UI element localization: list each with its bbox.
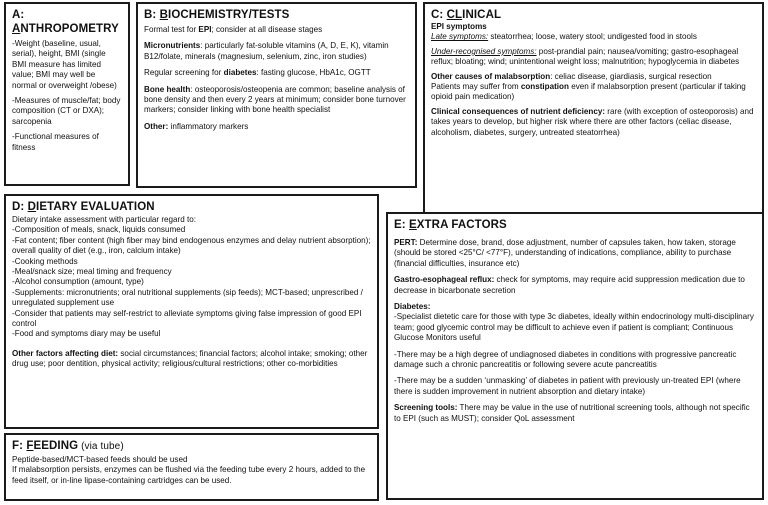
undiagnosed-diabetes-text: -There may be a high degree of undiagnosed diabetes in conditions with progressive pancreatic damage such a chronic pancreatitis or following severe acute pancreatitis [394, 349, 737, 370]
dietary-intro-text: Dietary intake assessment with particular regard to: [12, 215, 196, 224]
bone-health-text: Bone health: osteoporosis/osteopenia are common; baseline analysis of bone density and then every 2 years at minimum; consider bone turnover markers; consider linking with bone health specialist [144, 84, 406, 115]
extra-factors-box [386, 212, 764, 500]
feeding-title: F: FEEDING (via tube) [12, 440, 124, 452]
feeding-feeds-text: Peptide-based/MCT-based feeds should be used [12, 455, 188, 464]
dietary-item: -Consider that patients may self-restrict to alleviate symptoms giving false impression of good EPI control [12, 308, 362, 329]
dietary-item: -Composition of meals, snack, liquids consumed [12, 225, 186, 235]
under-recognised-symptoms-text: Under-recognised symptoms: post-prandial pain; nausea/vomiting; gastro-esophageal reflux; bloating; wind; unintentional weight loss; malnutrition; hypoglycemia in diabetes [431, 46, 740, 67]
anthropometry-weight-text: -Weight (baseline, usual, serial), height, BMI (single BMI measure has limited value; BMI may well be normal or overweight /obese) [12, 39, 117, 90]
micronutrients-text: Micronutrients: particularly fat-soluble vitamins (A, D, E, K), vitamin B12/folate, minerals (magnesium, selenium, zinc, iron studies) [144, 41, 389, 61]
unmasking-diabetes-text: -There may be a sudden ‘unmasking’ of diabetes in patient with previously un-treated EPI (where there is sudden improvement in nutrient absorption and dietary intake) [394, 376, 741, 396]
diabetes-screening-text: Regular screening for diabetes: fasting glucose, HbA1c, OGTT [144, 68, 371, 78]
diabetes-care-text: -Specialist dietetic care for those with type 3c diabetes, ideally within endocrinology multi-disciplinary team; good glycemic control may be difficult to achieve even if patient is compliant; Continuous Glucose Monitors useful [394, 312, 754, 343]
pert-text: PERT: Determine dose, brand, dose adjustment, number of capsules taken, how taken, storage (should be stored <25°C/ <77°F), understanding of indications, compliance, ability to purchase (financial difficulties, insurance etc) [394, 238, 736, 268]
other-diet-factors-text: Other factors affecting diet: social circumstances; financial factors; alcohol intake; smoking; other drug use; poor dentition, physical activity; religious/cultural restrictions; other co-morbidities [12, 348, 368, 369]
constipation-text: Patients may suffer from constipation even if malabsorption present (particular if taking opioid pain medication) [431, 82, 746, 102]
feeding-box [4, 433, 379, 501]
other-causes-text: Other causes of malabsorption: celiac disease, giardiasis, surgical resection [431, 71, 712, 81]
clinical-consequences-text: Clinical consequences of nutrient deficiency: rare (with exception of osteoporosis) and takes years to develop, but higher risk where there are other factors (celiac disease, alcoholism, diabetes, surgery, untreated steatorrhea) [431, 106, 754, 137]
clinical-box [423, 2, 764, 216]
dietary-evaluation-box [4, 194, 379, 429]
dietary-item: -Meal/snack size; meal timing and frequency [12, 267, 172, 277]
anthropometry-fitness-text: -Functional measures of fitness [12, 132, 99, 152]
dietary-evaluation-title: D: DIETARY EVALUATION [12, 201, 155, 213]
dietary-item: -Alcohol consumption (amount, type) [12, 277, 144, 287]
dietary-item: -Supplements: micronutrients; oral nutritional supplements (sip feeds); MCT-based; unprescribed / unregulated supplement use [12, 287, 363, 308]
clinical-title: C: CLINICAL [431, 9, 502, 21]
feeding-enzymes-text: If malabsorption persists, enzymes can be flushed via the feeding tube every 2 hours, added to the feed itself, or in-line lipase-containing cartridges can be used. [12, 465, 366, 485]
biochemistry-title: B: BIOCHEMISTRY/TESTS [144, 9, 290, 21]
late-symptoms-text: Late symptoms: steatorrhea; loose, watery stool; undigested food in stools [431, 32, 697, 42]
biochemistry-box [136, 2, 417, 188]
screening-tools-text: Screening tools: There may be value in the use of nutritional screening tools, although not specific to EPI (such as MUST); consider QoL assessment [394, 403, 750, 423]
anthropometry-muscle-text: -Measures of muscle/fat; body composition (CT or DXA); sarcopenia [12, 96, 121, 126]
formal-test-text: Formal test for EPI; consider at all disease stages [144, 25, 323, 34]
dietary-item: -Food and symptoms diary may be useful [12, 329, 161, 339]
reflux-text: Gastro-esophageal reflux: check for symptoms, may require acid suppression medication due to decrease in bicarbonate secretion [394, 275, 745, 295]
extra-factors-title: E: EXTRA FACTORS [394, 219, 507, 231]
dietary-item: -Cooking methods [12, 256, 78, 266]
diabetes-heading: Diabetes: [394, 302, 431, 312]
anthropometry-box [4, 2, 130, 186]
dietary-item: -Fat content; fiber content (high fiber may bind endogenous enzymes and delay nutrient absorption); overall quality of diet (e.g., iron, calcium intake) [12, 235, 371, 256]
other-markers-text: Other: inflammatory markers [144, 121, 249, 131]
epi-symptoms-heading: EPI symptoms [431, 22, 487, 31]
anthropometry-title: A: ANTHROPOMETRY [12, 9, 119, 35]
